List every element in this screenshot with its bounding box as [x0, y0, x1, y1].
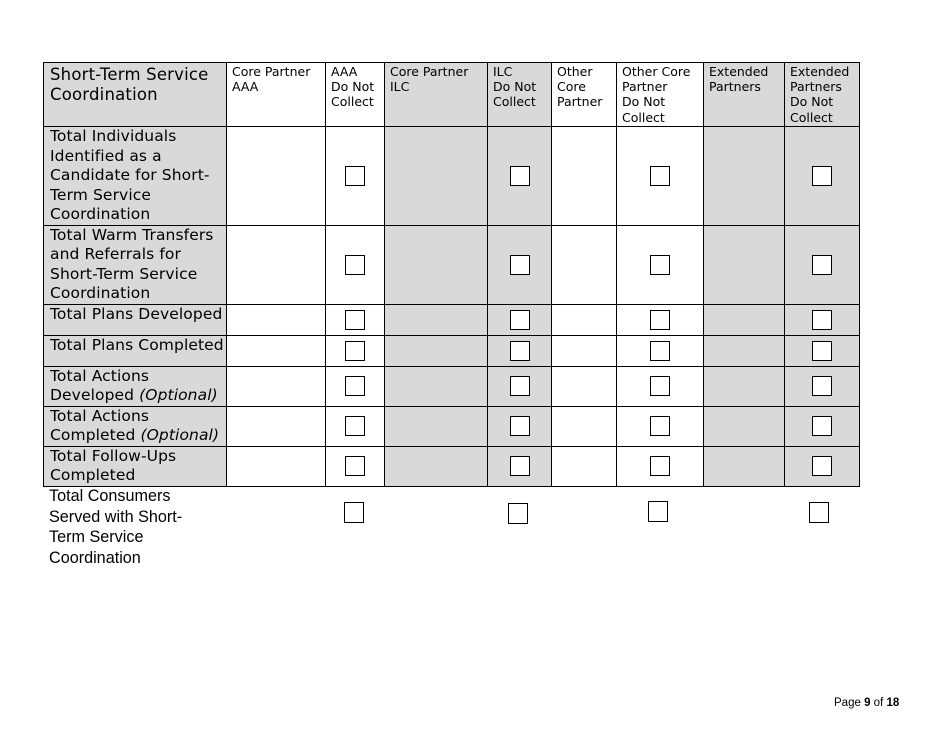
col-header-line: AAA [331, 64, 358, 79]
table-title: Short-Term Service Coordination [44, 63, 227, 127]
row-label-line: Total Individuals [50, 127, 177, 145]
input-cell[interactable] [552, 366, 617, 406]
checkbox-cell [785, 446, 860, 486]
header-row [44, 63, 860, 127]
col-header-line: ILC [493, 64, 513, 79]
do-not-collect-checkbox[interactable] [650, 416, 670, 436]
row-label-warm-transfers [44, 225, 227, 304]
col-header-line: Partners [790, 79, 842, 95]
total-consumers-served-label [49, 486, 219, 568]
checkbox-cell [785, 335, 860, 366]
summary-label-line: Total Consumers [49, 487, 171, 505]
do-not-collect-checkbox[interactable] [650, 255, 670, 275]
checkbox-cell [326, 406, 385, 446]
page-label: Page [834, 697, 861, 709]
input-cell[interactable] [227, 127, 326, 226]
do-not-collect-checkbox[interactable] [510, 255, 530, 275]
do-not-collect-checkbox[interactable] [812, 255, 832, 275]
table-row [44, 225, 860, 304]
row-label-line [50, 386, 226, 406]
input-cell[interactable] [227, 225, 326, 304]
input-cell[interactable] [552, 225, 617, 304]
input-cell[interactable] [385, 406, 488, 446]
checkbox-cell [488, 366, 552, 406]
col-header-line: Partners [709, 79, 761, 95]
do-not-collect-checkbox[interactable] [510, 166, 530, 186]
col-header-line: Extended [790, 64, 850, 79]
col-header-core-partner-aaa [227, 63, 326, 127]
checkbox-cell [488, 406, 552, 446]
summary-aaa-do-not-collect-checkbox[interactable] [344, 502, 364, 523]
optional-label: (Optional) [140, 426, 220, 444]
page-total: 18 [886, 697, 900, 709]
input-cell[interactable] [704, 446, 785, 486]
summary-extended-do-not-collect-checkbox[interactable] [809, 502, 829, 523]
input-cell[interactable] [385, 446, 488, 486]
do-not-collect-checkbox[interactable] [345, 255, 365, 275]
input-cell[interactable] [385, 366, 488, 406]
page-of: of [873, 697, 884, 709]
table-row [44, 304, 860, 335]
row-label-line: Total Actions [50, 366, 150, 385]
row-label-line: Total Actions [50, 406, 150, 425]
short-term-service-coordination-table [43, 62, 860, 487]
row-label-line: Total Follow-Ups [50, 446, 177, 465]
do-not-collect-checkbox[interactable] [812, 416, 832, 436]
col-header-line: Extended [709, 64, 769, 79]
do-not-collect-checkbox[interactable] [812, 376, 832, 396]
summary-other-core-do-not-collect-checkbox[interactable] [648, 501, 668, 522]
checkbox-cell [617, 406, 704, 446]
do-not-collect-checkbox[interactable] [345, 341, 365, 361]
col-header-other-core-partner-do-not-collect [617, 63, 704, 127]
row-label-line: Coordination [50, 205, 151, 223]
col-header-line: Do Not [622, 94, 666, 110]
do-not-collect-checkbox[interactable] [650, 341, 670, 361]
col-header-line: Collect [493, 94, 536, 110]
table-row [44, 406, 860, 446]
row-label-line: Identified as a [50, 146, 162, 165]
col-header-line: Do Not [331, 79, 375, 95]
col-header-line: Collect [790, 109, 833, 125]
do-not-collect-checkbox[interactable] [812, 341, 832, 361]
do-not-collect-checkbox[interactable] [510, 456, 530, 476]
input-cell[interactable] [704, 366, 785, 406]
col-header-line: Collect [331, 94, 374, 110]
do-not-collect-checkbox[interactable] [510, 376, 530, 396]
row-label-follow-ups-completed [44, 446, 227, 486]
col-header-extended-partners [704, 63, 785, 127]
checkbox-cell [785, 225, 860, 304]
checkbox-cell [326, 225, 385, 304]
col-header-core-partner-ilc [385, 63, 488, 127]
col-header-line: Do Not [493, 79, 537, 95]
row-label-individuals-identified [44, 127, 227, 226]
summary-label-line: Served with Short- [49, 507, 183, 526]
checkbox-cell [488, 304, 552, 335]
table-row [44, 366, 860, 406]
input-cell[interactable] [227, 304, 326, 335]
input-cell[interactable] [552, 127, 617, 226]
input-cell[interactable] [552, 406, 617, 446]
col-header-line: Core [557, 79, 586, 95]
checkbox-cell [326, 335, 385, 366]
input-cell[interactable] [704, 335, 785, 366]
col-header-line: Other [557, 64, 593, 79]
input-cell[interactable] [385, 304, 488, 335]
checkbox-cell [326, 304, 385, 335]
col-header-line: Collect [622, 109, 665, 125]
do-not-collect-checkbox[interactable] [650, 376, 670, 396]
input-cell[interactable] [227, 446, 326, 486]
input-cell[interactable] [552, 446, 617, 486]
col-header-line: Partner [622, 79, 668, 95]
summary-label-line: Term Service [49, 528, 144, 546]
col-header-ilc-do-not-collect [488, 63, 552, 127]
checkbox-cell [326, 127, 385, 226]
do-not-collect-checkbox[interactable] [812, 166, 832, 186]
row-label-actions-completed [44, 406, 227, 446]
col-header-line: Other Core [622, 64, 691, 79]
checkbox-cell [488, 335, 552, 366]
table-row [44, 127, 860, 226]
row-label-line: Total Plans Developed [50, 304, 223, 323]
col-header-line: Do Not [790, 94, 834, 110]
summary-label-line: Coordination [49, 548, 141, 567]
do-not-collect-checkbox[interactable] [650, 310, 670, 330]
do-not-collect-checkbox[interactable] [650, 456, 670, 476]
do-not-collect-checkbox[interactable] [812, 456, 832, 476]
optional-label: (Optional) [139, 386, 218, 404]
checkbox-cell [785, 366, 860, 406]
do-not-collect-checkbox[interactable] [345, 456, 365, 476]
page-number [834, 697, 899, 709]
input-cell[interactable] [552, 304, 617, 335]
page-current: 9 [864, 697, 871, 709]
row-label-line: Completed [50, 466, 136, 484]
col-header-aaa-do-not-collect [326, 63, 385, 127]
checkbox-cell [326, 446, 385, 486]
checkbox-cell [785, 127, 860, 226]
col-header-line: Core Partner [390, 64, 469, 79]
col-header-line: ILC [390, 79, 410, 95]
input-cell[interactable] [385, 335, 488, 366]
col-header-extended-partners-do-not-collect [785, 63, 860, 127]
do-not-collect-checkbox[interactable] [345, 416, 365, 436]
checkbox-cell [488, 225, 552, 304]
checkbox-cell [617, 335, 704, 366]
row-label-line: Total Plans Completed [50, 335, 224, 354]
table-row [44, 446, 860, 486]
input-cell[interactable] [704, 406, 785, 446]
do-not-collect-checkbox[interactable] [345, 166, 365, 186]
row-label-line: Candidate for Short- [50, 166, 210, 184]
do-not-collect-checkbox[interactable] [812, 310, 832, 330]
do-not-collect-checkbox[interactable] [650, 166, 670, 186]
col-header-line: AAA [232, 79, 259, 95]
checkbox-cell [488, 127, 552, 226]
row-label-line: Coordination [50, 284, 151, 302]
row-label-text: Developed [50, 386, 135, 404]
do-not-collect-checkbox[interactable] [345, 310, 365, 330]
checkbox-cell [488, 446, 552, 486]
checkbox-cell [617, 225, 704, 304]
do-not-collect-checkbox[interactable] [510, 341, 530, 361]
input-cell[interactable] [704, 225, 785, 304]
input-cell[interactable] [704, 304, 785, 335]
col-header-line: Core Partner [232, 64, 311, 79]
checkbox-cell [785, 406, 860, 446]
col-header-line: Partner [557, 94, 603, 110]
input-cell[interactable] [552, 335, 617, 366]
row-label-actions-developed [44, 366, 227, 406]
row-label-plans-developed [44, 304, 227, 335]
checkbox-cell [326, 366, 385, 406]
input-cell[interactable] [227, 335, 326, 366]
row-label-line: Term Service [50, 185, 151, 204]
input-cell[interactable] [704, 127, 785, 226]
checkbox-cell [617, 446, 704, 486]
input-cell[interactable] [385, 225, 488, 304]
row-label-text: Completed [50, 426, 136, 444]
table-row [44, 335, 860, 366]
do-not-collect-checkbox[interactable] [345, 376, 365, 396]
row-label-line: Total Warm Transfers [50, 225, 214, 244]
checkbox-cell [617, 127, 704, 226]
checkbox-cell [785, 304, 860, 335]
checkbox-cell [617, 366, 704, 406]
col-header-other-core-partner [552, 63, 617, 127]
input-cell[interactable] [385, 127, 488, 226]
row-label-plans-completed [44, 335, 227, 366]
row-label-line [50, 426, 226, 446]
do-not-collect-checkbox[interactable] [510, 416, 530, 436]
row-label-line: and Referrals for [50, 245, 181, 263]
do-not-collect-checkbox[interactable] [510, 310, 530, 330]
input-cell[interactable] [227, 366, 326, 406]
summary-ilc-do-not-collect-checkbox[interactable] [508, 503, 528, 524]
input-cell[interactable] [227, 406, 326, 446]
row-label-line: Short-Term Service [50, 264, 198, 283]
checkbox-cell [617, 304, 704, 335]
